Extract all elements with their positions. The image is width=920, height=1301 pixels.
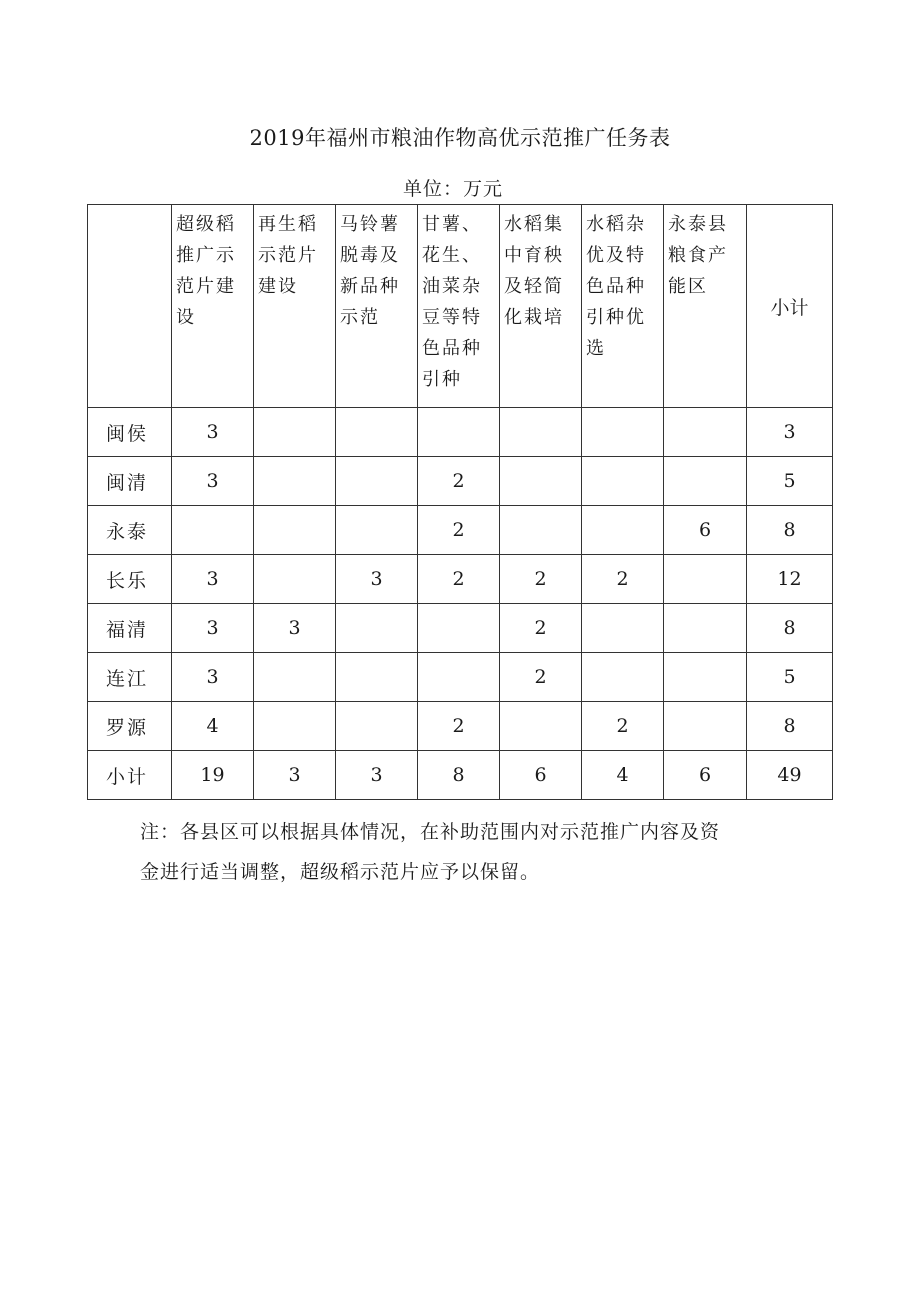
subtotal-cell: 3 [747,408,833,457]
value-cell: 8 [418,751,500,800]
footnote-line: 金进行适当调整，超级稻示范片应予以保留。 [140,861,541,883]
value-cell: 6 [664,506,747,555]
header-cell: 水稻集中育秧及轻简化栽培 [500,205,582,408]
value-cell [500,702,582,751]
subtotal-cell: 8 [747,506,833,555]
value-cell [582,506,664,555]
footnote [140,812,820,892]
value-cell [418,653,500,702]
value-cell [336,604,418,653]
value-cell: 2 [500,604,582,653]
value-cell: 2 [582,555,664,604]
table-header-row [88,205,833,408]
value-cell: 6 [664,751,747,800]
value-cell [664,457,747,506]
header-cell-subtotal: 小计 [747,205,833,408]
value-cell: 2 [418,506,500,555]
value-cell [582,408,664,457]
value-cell: 3 [172,604,254,653]
subtotal-cell: 12 [747,555,833,604]
value-cell: 3 [172,408,254,457]
value-cell: 2 [500,653,582,702]
row-label-cell: 福清 [88,604,172,653]
value-cell [254,702,336,751]
value-cell: 2 [418,555,500,604]
table-row [88,506,833,555]
header-cell: 甘薯、花生、油菜杂豆等特色品种引种 [418,205,500,408]
value-cell: 3 [254,604,336,653]
header-cell: 再生稻示范片建设 [254,205,336,408]
table-row [88,555,833,604]
footnote-line: 注：各县区可以根据具体情况，在补助范围内对示范推广内容及资 [140,821,721,843]
value-cell: 3 [172,555,254,604]
row-label-cell: 闽清 [88,457,172,506]
value-cell [336,506,418,555]
value-cell: 3 [254,751,336,800]
value-cell [418,604,500,653]
table-row [88,751,833,800]
value-cell [254,457,336,506]
unit-label: 单位：万元 [403,178,504,200]
value-cell [582,457,664,506]
header-cell: 水稻杂优及特色品种引种优选 [582,205,664,408]
subtotal-cell: 8 [747,604,833,653]
value-cell [336,702,418,751]
row-label-cell: 小计 [88,751,172,800]
value-cell [500,506,582,555]
value-cell: 3 [336,751,418,800]
value-cell: 3 [172,457,254,506]
value-cell [664,408,747,457]
value-cell: 6 [500,751,582,800]
value-cell [336,408,418,457]
value-cell [582,604,664,653]
value-cell [254,555,336,604]
table-row [88,408,833,457]
value-cell [500,408,582,457]
row-label-cell: 罗源 [88,702,172,751]
value-cell [664,604,747,653]
header-cell: 马铃薯脱毒及新品种示范 [336,205,418,408]
value-cell [500,457,582,506]
value-cell: 2 [418,702,500,751]
table-row [88,604,833,653]
value-cell: 2 [418,457,500,506]
table-row [88,653,833,702]
value-cell: 19 [172,751,254,800]
page-title: 2019年福州市粮油作物高优示范推广任务表 [249,126,671,150]
value-cell [336,653,418,702]
value-cell [418,408,500,457]
value-cell: 3 [172,653,254,702]
subtotal-cell: 5 [747,653,833,702]
header-cell-blank [88,205,172,408]
value-cell [582,653,664,702]
value-cell [664,653,747,702]
table-row [88,457,833,506]
value-cell: 4 [582,751,664,800]
value-cell [254,408,336,457]
value-cell [172,506,254,555]
subtotal-cell: 5 [747,457,833,506]
row-label-cell: 闽侯 [88,408,172,457]
value-cell [254,506,336,555]
value-cell [336,457,418,506]
value-cell [664,555,747,604]
subtotal-cell: 49 [747,751,833,800]
subtotal-cell: 8 [747,702,833,751]
value-cell: 3 [336,555,418,604]
row-label-cell: 永泰 [88,506,172,555]
header-cell: 永泰县粮食产能区 [664,205,747,408]
row-label-cell: 连江 [88,653,172,702]
value-cell [664,702,747,751]
table-body [88,408,833,800]
header-cell: 超级稻推广示范片建设 [172,205,254,408]
row-label-cell: 长乐 [88,555,172,604]
table-row [88,702,833,751]
value-cell: 4 [172,702,254,751]
value-cell: 2 [582,702,664,751]
value-cell [254,653,336,702]
task-table [87,204,833,800]
value-cell: 2 [500,555,582,604]
